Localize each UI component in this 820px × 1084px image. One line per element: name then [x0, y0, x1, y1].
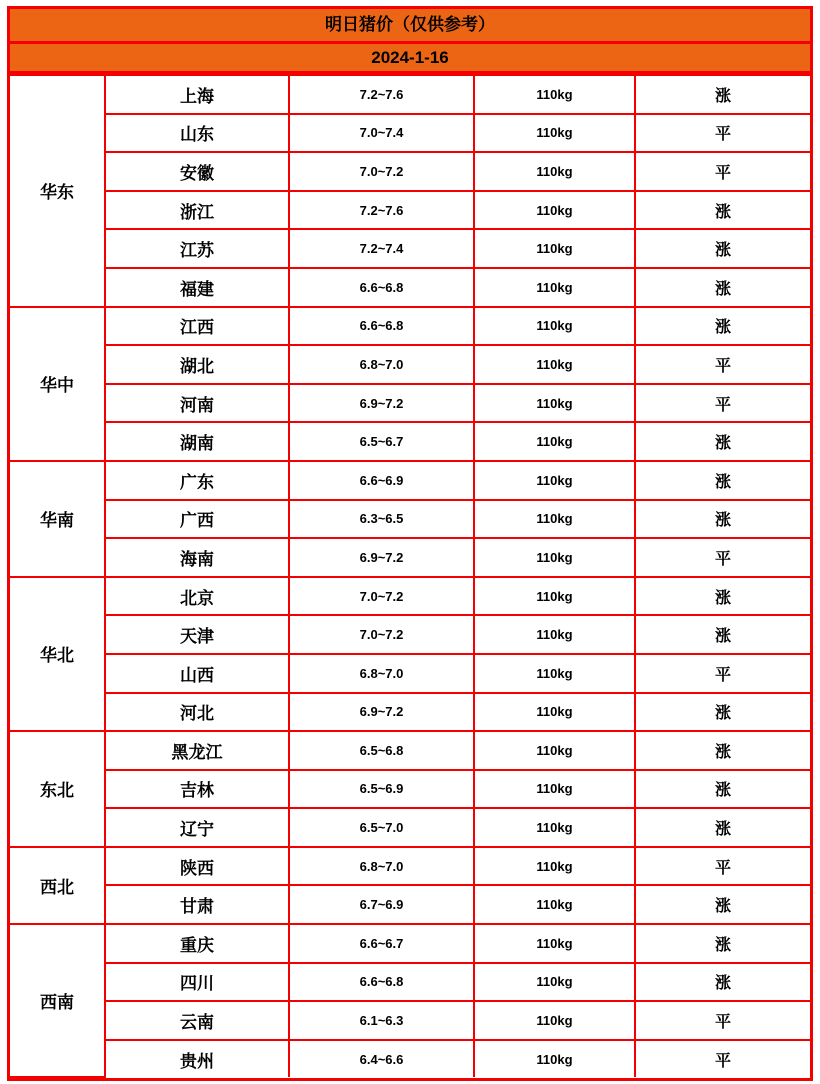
weight-cell: 110kg	[474, 577, 635, 616]
trend-cell: 涨	[635, 422, 810, 461]
price-row	[10, 577, 810, 616]
price-cell: 7.0~7.2	[289, 615, 474, 654]
price-cell: 6.9~7.2	[289, 384, 474, 423]
province-cell: 海南	[105, 538, 289, 577]
weight-cell: 110kg	[474, 615, 635, 654]
province-cell: 安徽	[105, 152, 289, 191]
weight-cell: 110kg	[474, 114, 635, 153]
region-cell: 华南	[10, 461, 105, 577]
price-cell: 6.5~7.0	[289, 808, 474, 847]
weight-cell: 110kg	[474, 731, 635, 770]
trend-cell: 涨	[635, 577, 810, 616]
weight-cell: 110kg	[474, 152, 635, 191]
province-cell: 四川	[105, 963, 289, 1002]
region-cell: 华北	[10, 577, 105, 731]
trend-cell: 涨	[635, 885, 810, 924]
weight-cell: 110kg	[474, 75, 635, 114]
price-row	[10, 229, 810, 268]
price-row	[10, 615, 810, 654]
price-row	[10, 654, 810, 693]
province-cell: 湖北	[105, 345, 289, 384]
province-cell: 北京	[105, 577, 289, 616]
weight-cell: 110kg	[474, 693, 635, 732]
province-cell: 广东	[105, 461, 289, 500]
weight-cell: 110kg	[474, 500, 635, 539]
price-cell: 7.2~7.6	[289, 75, 474, 114]
price-cell: 6.6~6.7	[289, 924, 474, 963]
price-row	[10, 461, 810, 500]
province-cell: 江苏	[105, 229, 289, 268]
province-cell: 辽宁	[105, 808, 289, 847]
price-row	[10, 152, 810, 191]
weight-cell: 110kg	[474, 538, 635, 577]
price-cell: 6.6~6.8	[289, 307, 474, 346]
trend-cell: 平	[635, 654, 810, 693]
region-cell: 华中	[10, 307, 105, 461]
price-row	[10, 268, 810, 307]
price-cell: 6.3~6.5	[289, 500, 474, 539]
price-row	[10, 307, 810, 346]
province-cell: 云南	[105, 1001, 289, 1040]
weight-cell: 110kg	[474, 345, 635, 384]
pig-price-sheet	[7, 6, 813, 1081]
price-cell: 6.5~6.9	[289, 770, 474, 809]
trend-cell: 涨	[635, 770, 810, 809]
price-cell: 6.8~7.0	[289, 847, 474, 886]
trend-cell: 平	[635, 384, 810, 423]
price-cell: 7.2~7.6	[289, 191, 474, 230]
price-cell: 6.6~6.8	[289, 963, 474, 1002]
trend-cell: 涨	[635, 461, 810, 500]
region-cell: 华东	[10, 75, 105, 307]
weight-cell: 110kg	[474, 654, 635, 693]
province-cell: 上海	[105, 75, 289, 114]
price-cell: 7.0~7.2	[289, 152, 474, 191]
province-cell: 河北	[105, 693, 289, 732]
trend-cell: 涨	[635, 191, 810, 230]
price-row	[10, 693, 810, 732]
province-cell: 陕西	[105, 847, 289, 886]
province-cell: 河南	[105, 384, 289, 423]
trend-cell: 涨	[635, 75, 810, 114]
weight-cell: 110kg	[474, 268, 635, 307]
weight-cell: 110kg	[474, 307, 635, 346]
price-cell: 7.2~7.4	[289, 229, 474, 268]
region-cell: 东北	[10, 731, 105, 847]
date-label: 2024-1-16	[10, 44, 810, 74]
price-cell: 7.0~7.2	[289, 577, 474, 616]
trend-cell: 平	[635, 114, 810, 153]
price-cell: 6.5~6.8	[289, 731, 474, 770]
weight-cell: 110kg	[474, 422, 635, 461]
price-row	[10, 808, 810, 847]
trend-cell: 涨	[635, 693, 810, 732]
trend-cell: 涨	[635, 615, 810, 654]
province-cell: 天津	[105, 615, 289, 654]
weight-cell: 110kg	[474, 885, 635, 924]
weight-cell: 110kg	[474, 1040, 635, 1078]
price-cell: 6.9~7.2	[289, 693, 474, 732]
trend-cell: 涨	[635, 963, 810, 1002]
weight-cell: 110kg	[474, 808, 635, 847]
province-cell: 山西	[105, 654, 289, 693]
price-table-body	[10, 75, 810, 1077]
trend-cell: 平	[635, 847, 810, 886]
price-row	[10, 422, 810, 461]
trend-cell: 涨	[635, 229, 810, 268]
price-cell: 6.8~7.0	[289, 654, 474, 693]
province-cell: 黑龙江	[105, 731, 289, 770]
weight-cell: 110kg	[474, 229, 635, 268]
weight-cell: 110kg	[474, 963, 635, 1002]
province-cell: 甘肃	[105, 885, 289, 924]
page-title: 明日猪价（仅供参考）	[10, 9, 810, 44]
price-cell: 6.9~7.2	[289, 538, 474, 577]
price-row	[10, 384, 810, 423]
weight-cell: 110kg	[474, 191, 635, 230]
price-row	[10, 963, 810, 1002]
price-cell: 6.5~6.7	[289, 422, 474, 461]
province-cell: 江西	[105, 307, 289, 346]
trend-cell: 平	[635, 538, 810, 577]
province-cell: 湖南	[105, 422, 289, 461]
weight-cell: 110kg	[474, 924, 635, 963]
price-row	[10, 1001, 810, 1040]
weight-cell: 110kg	[474, 847, 635, 886]
price-cell: 6.1~6.3	[289, 1001, 474, 1040]
price-row	[10, 191, 810, 230]
price-table	[10, 74, 810, 1078]
trend-cell: 平	[635, 1040, 810, 1078]
price-row	[10, 731, 810, 770]
province-cell: 贵州	[105, 1040, 289, 1078]
province-cell: 广西	[105, 500, 289, 539]
trend-cell: 涨	[635, 268, 810, 307]
price-row	[10, 847, 810, 886]
trend-cell: 涨	[635, 307, 810, 346]
price-row	[10, 538, 810, 577]
price-cell: 7.0~7.4	[289, 114, 474, 153]
price-row	[10, 114, 810, 153]
weight-cell: 110kg	[474, 1001, 635, 1040]
trend-cell: 涨	[635, 924, 810, 963]
province-cell: 重庆	[105, 924, 289, 963]
region-cell: 西南	[10, 924, 105, 1077]
price-cell: 6.4~6.6	[289, 1040, 474, 1078]
price-cell: 6.6~6.8	[289, 268, 474, 307]
price-row	[10, 924, 810, 963]
trend-cell: 涨	[635, 808, 810, 847]
price-row	[10, 345, 810, 384]
region-cell: 西北	[10, 847, 105, 924]
trend-cell: 涨	[635, 500, 810, 539]
weight-cell: 110kg	[474, 461, 635, 500]
weight-cell: 110kg	[474, 770, 635, 809]
province-cell: 山东	[105, 114, 289, 153]
price-cell: 6.8~7.0	[289, 345, 474, 384]
trend-cell: 平	[635, 345, 810, 384]
trend-cell: 平	[635, 1001, 810, 1040]
trend-cell: 涨	[635, 731, 810, 770]
price-row	[10, 770, 810, 809]
price-row	[10, 885, 810, 924]
province-cell: 浙江	[105, 191, 289, 230]
price-row	[10, 500, 810, 539]
province-cell: 吉林	[105, 770, 289, 809]
province-cell: 福建	[105, 268, 289, 307]
price-row	[10, 1040, 810, 1078]
price-row	[10, 75, 810, 114]
weight-cell: 110kg	[474, 384, 635, 423]
trend-cell: 平	[635, 152, 810, 191]
price-cell: 6.7~6.9	[289, 885, 474, 924]
price-cell: 6.6~6.9	[289, 461, 474, 500]
